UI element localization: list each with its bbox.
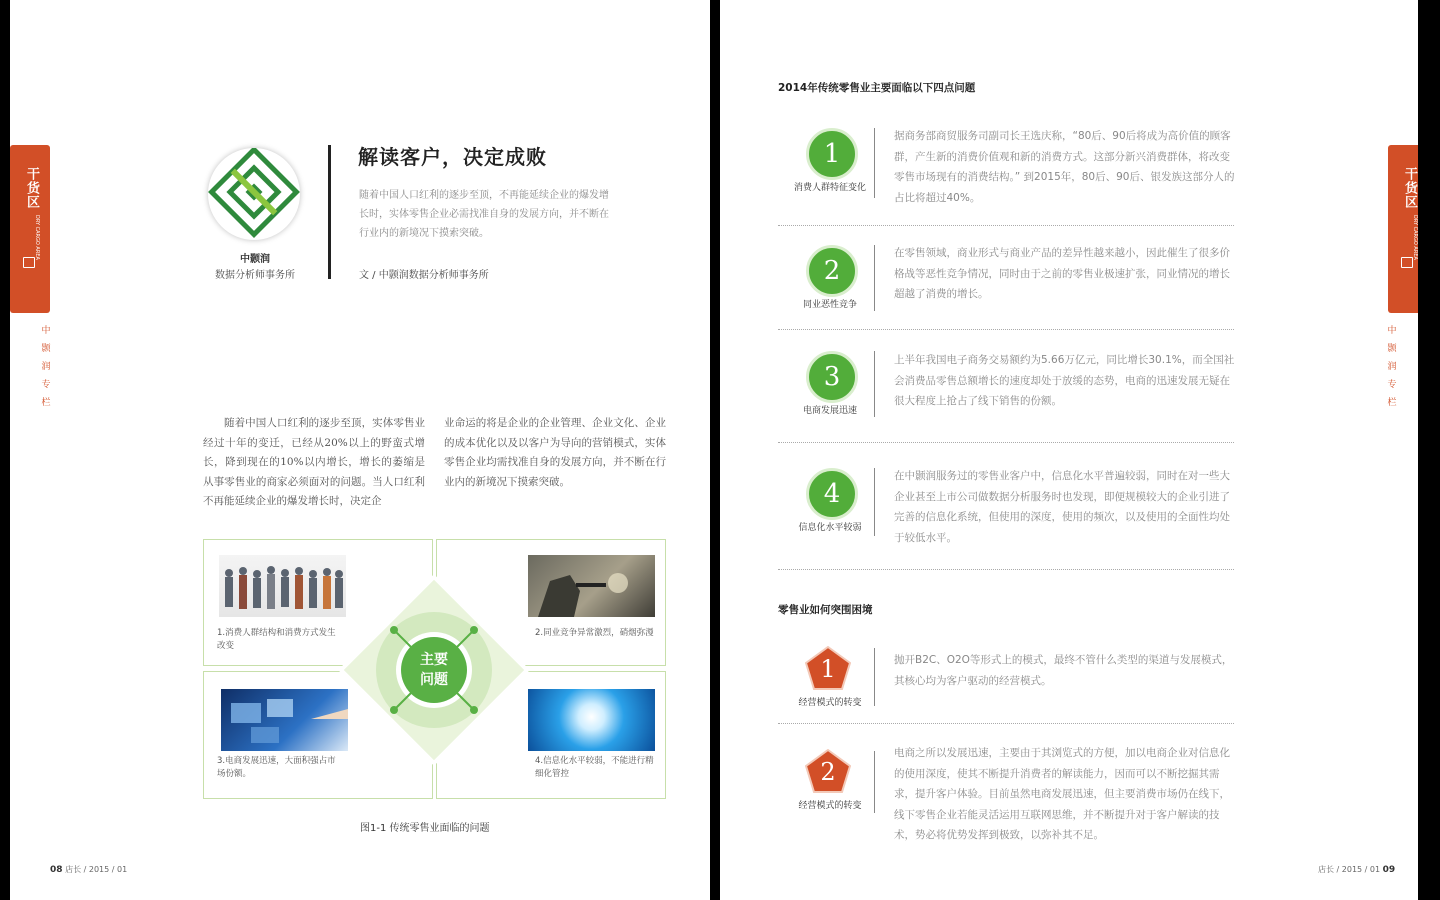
column-char: 颢 (1387, 344, 1397, 354)
strategy-text: 抛开B2C、O2O等形式上的模式，最终不管什么类型的渠道与发展模式，其核心均为客户驱动的经营模式。 (894, 654, 1233, 687)
section-tab-en: DRY CARGO AREA (1412, 215, 1418, 260)
issues-figure (203, 539, 666, 800)
crowd-photo (219, 555, 346, 617)
issue-number-badge: 1 (806, 128, 858, 180)
strategy-divider (874, 648, 875, 706)
figure-item-2: 2.同业竞争异常激烈，硝烟弥漫 (535, 628, 654, 638)
issue-number-badge: 4 (806, 468, 858, 520)
section-title-strategies: 零售业如何突围困境 (778, 604, 873, 616)
pencil-note-icon (1401, 257, 1413, 268)
figure-item-1: 1.消费人群结构和消费方式发生改变 (217, 628, 336, 651)
column-char: 栏 (41, 398, 51, 408)
company-subtitle: 数据分析师事务所 (215, 270, 295, 281)
company-name: 中颢润 (240, 254, 270, 265)
page-footer (1318, 864, 1395, 875)
issue-text: 据商务部商贸服务司副司长王选庆称，“80后、90后将成为高价值的顾客群，产生新的消费价值观和新的消费方式。这部分新兴消费群体，将改变零售市场现有的消费结构。” 到2015年，80后、90后、银发族这部分人的占比将超过40%。 (894, 130, 1235, 204)
issue-number-badge: 2 (806, 245, 858, 297)
column-char: 颢 (41, 344, 51, 354)
figure-center-label: 主要问题 (420, 652, 448, 688)
figure-item-4: 4.信息化水平较弱，不能进行精细化管控 (535, 756, 654, 779)
strategy-number: 2 (820, 758, 836, 786)
issue-number-badge: 3 (806, 351, 858, 403)
issue-text: 在零售领域，商业形式与商业产品的差异性越来越小，因此催生了很多价格战等恶性竞争情况，同时由于之前的零售业极速扩张，同业情况的增长超越了消费的增长。 (894, 247, 1230, 300)
issue-divider (874, 468, 875, 536)
figure-item-3: 3.电商发展迅速，大面积强占市场份额。 (217, 756, 336, 779)
data-tunnel-photo (528, 689, 655, 751)
issue-divider (874, 351, 875, 417)
company-logo (208, 148, 300, 240)
right-page (720, 0, 1418, 900)
issue-divider (874, 245, 875, 311)
strategy-label: 经营模式的转变 (798, 698, 862, 708)
column-char: 润 (41, 362, 51, 372)
dotted-separator (778, 569, 1234, 570)
column-name (40, 322, 52, 412)
section-title-issues: 2014年传统零售业主要面临以下四点问题 (778, 82, 976, 94)
figure-caption: 图1-1 传统零售业面临的问题 (360, 823, 490, 834)
issue-text: 在中颢润服务过的零售业客户中，信息化水平普遍较弱，同时在对一些大企业甚至上市公司做数据分析服务时也发现，即便规模较大的企业引进了完善的信息化系统，但使用的深度，使用的频次，以及使用的全面性均处于较低水平。 (894, 470, 1230, 544)
issue-label: 信息化水平较弱 (798, 523, 862, 533)
column-char: 栏 (1387, 398, 1397, 408)
issue-label: 同业恶性竞争 (802, 300, 857, 310)
article-title: 解读客户，决定成败 (358, 145, 547, 169)
magazine-issue: 店长 / 2015 / 01 (1318, 865, 1381, 874)
section-tab-title: 干货区 (24, 167, 39, 209)
section-tab (1388, 145, 1418, 313)
strategy-number: 1 (820, 655, 836, 683)
battle-photo (528, 555, 655, 617)
page-footer (50, 864, 127, 875)
issue-label: 消费人群特征变化 (793, 183, 866, 193)
column-name (1386, 322, 1398, 412)
article-lede: 随着中国人口红利的逐步至顶，不再能延续企业的爆发增长时，实体零售企业必需找准自身的发展方向，并不断在行业内的新境况下摸索突破。 (359, 190, 609, 239)
dotted-separator (778, 329, 1234, 330)
section-tab-title: 干货区 (1402, 167, 1417, 209)
issue-divider (874, 128, 875, 198)
issue-label: 电商发展迅速 (802, 406, 857, 416)
section-tab-en: DRY CARGO AREA (34, 215, 40, 260)
page-number: 09 (1382, 865, 1396, 875)
header-divider (328, 145, 331, 279)
page-number: 08 (50, 865, 63, 875)
magazine-issue: 店长 / 2015 / 01 (65, 865, 128, 874)
column-char: 中 (41, 326, 51, 336)
body-column-2: 业命运的将是企业的企业管理、企业文化、企业的成本优化以及以客户为导向的营销模式，实体零售企业均需找准自身的发展方向，并不断在行业内的新境况下摸索突破。 (444, 417, 666, 488)
strategy-divider (874, 751, 875, 813)
dotted-separator (778, 723, 1234, 724)
column-char: 润 (1387, 362, 1397, 372)
article-byline: 文 / 中颢润数据分析师事务所 (359, 270, 489, 281)
strategy-label: 经营模式的转变 (798, 801, 862, 811)
body-column-1: 随着中国人口红利的逐步至顶，实体零售业经过十年的变迁，已经从20%以上的野蛮式增长，降到现在的10%以内增长，增长的萎缩是从事零售业的商家必须面对的问题。当人口红利不再能延续企业的爆发增长时，决定企 (203, 417, 425, 507)
dotted-separator (778, 442, 1234, 443)
section-tab (10, 145, 50, 313)
strategy-text: 电商之所以发展迅速，主要由于其浏览式的方便，加以电商企业对信息化的使用深度，使其不断提升消费者的解读能力，因而可以不断挖掘其需求，提升客户体验。目前虽然电商发展迅速，但主要消费市场仍在线下，线下零售企业若能灵活运用互联网思维，并不断提升对于客户解读的技术，势必将优势发挥到极致，以弥补其不足。 (894, 747, 1230, 841)
pencil-note-icon (23, 257, 35, 268)
issue-text: 上半年我国电子商务交易额约为5.66万亿元，同比增长30.1%，而全国社会消费品零售总额增长的速度却处于放缓的态势，电商的迅速发展无疑在很大程度上抢占了线下销售的份额。 (894, 354, 1235, 407)
dotted-separator (778, 225, 1234, 226)
ecommerce-photo (221, 689, 348, 751)
left-page (10, 0, 710, 900)
column-char: 中 (1387, 326, 1397, 336)
column-char: 专 (1387, 380, 1397, 390)
column-char: 专 (41, 380, 51, 390)
